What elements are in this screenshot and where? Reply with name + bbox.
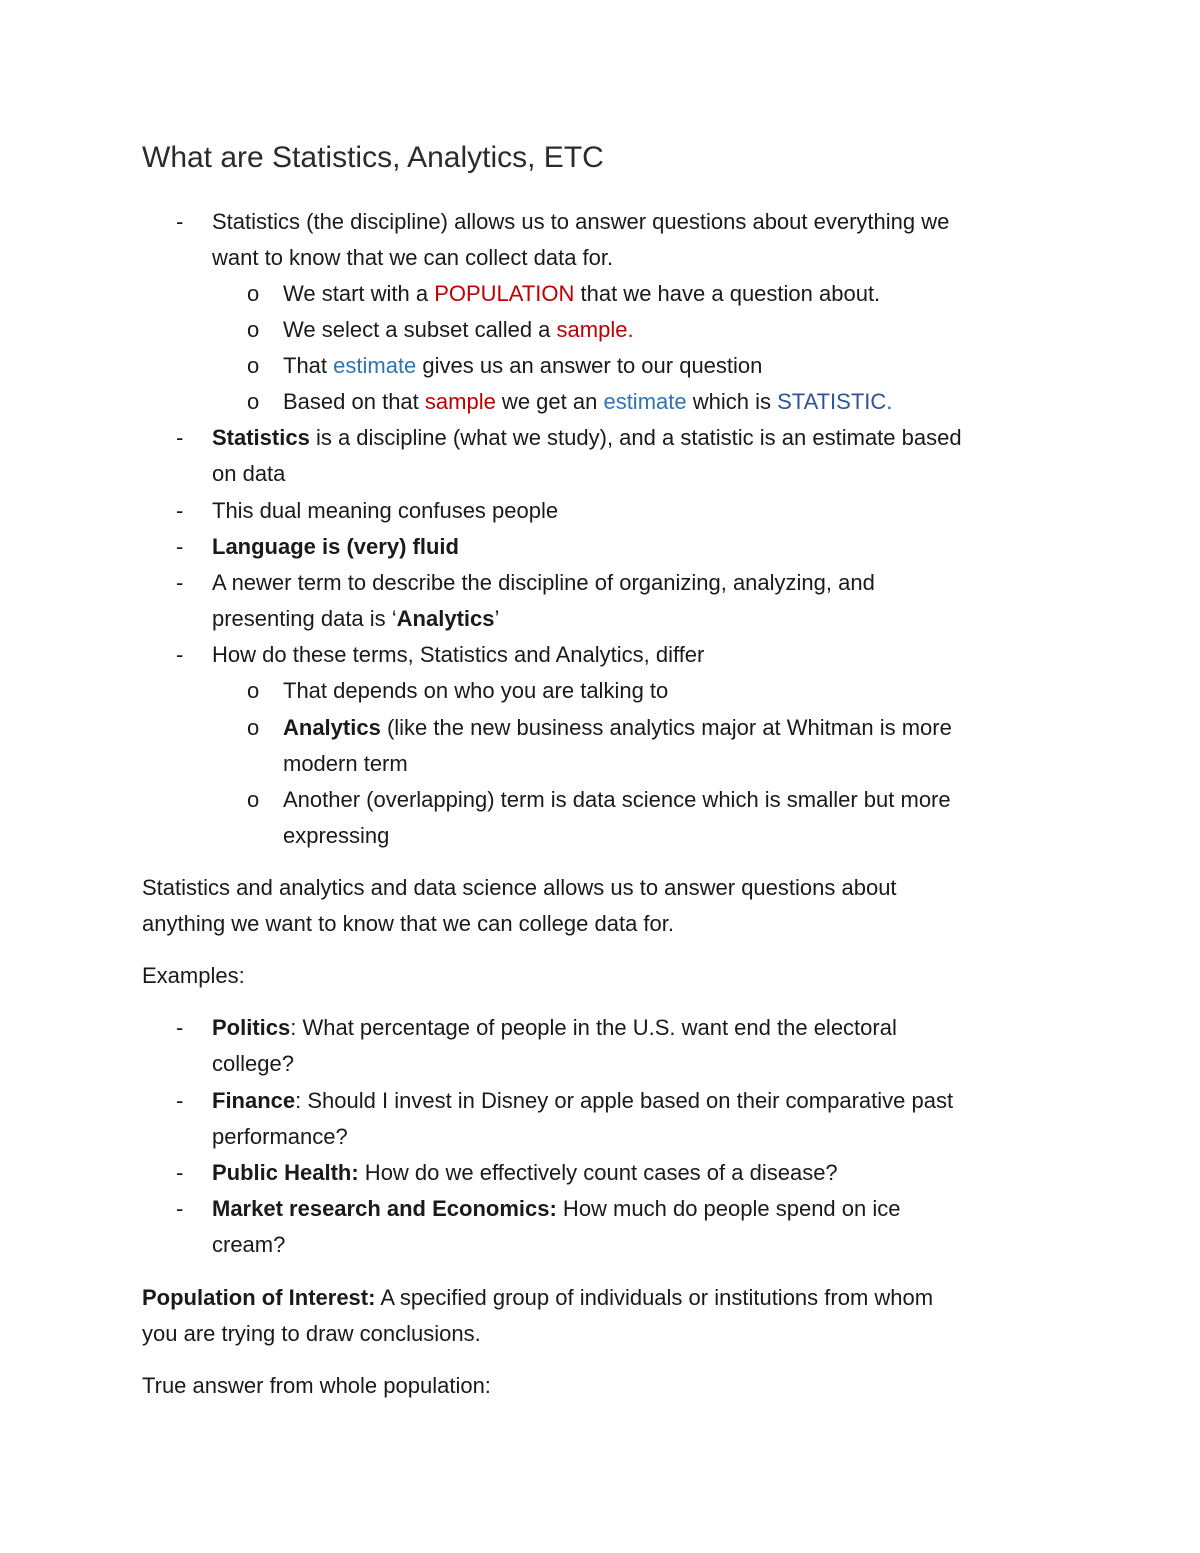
example-finance-cont: performance? [212, 1124, 348, 1149]
list-item-text [212, 420, 962, 456]
definition-population [142, 1280, 933, 1316]
text-span: How much do people spend on ice [556, 1196, 901, 1221]
sub-item-population [283, 276, 880, 312]
bold-term: Population of Interest: [142, 1285, 376, 1310]
dash-marker: - [176, 425, 184, 450]
list-item-text: How do these terms, Statistics and Analytics, differ [212, 642, 705, 667]
bold-term: Analytics [283, 715, 381, 740]
dash-marker: - [176, 1160, 184, 1185]
bold-term: Finance [212, 1088, 296, 1113]
bold-term: Market research and Economics: [212, 1196, 557, 1221]
text-span: We start with a [283, 281, 435, 306]
highlight-estimate: estimate [603, 389, 687, 414]
text-span: we get an [495, 389, 604, 414]
list-item-text: on data [212, 461, 286, 486]
page-title: What are Statistics, Analytics, ETC [142, 141, 604, 174]
highlight-sample: sample. [556, 317, 634, 342]
text-span: ’ [494, 606, 500, 631]
example-politics-cont: college? [212, 1051, 294, 1076]
bold-term: Public Health: [212, 1160, 359, 1185]
examples-heading: Examples: [142, 963, 245, 988]
bullet-marker: o [247, 715, 260, 740]
dash-marker: - [176, 498, 184, 523]
highlight-sample: sample [424, 389, 496, 414]
bullet-marker: o [247, 317, 260, 342]
example-public-health [212, 1155, 838, 1191]
bold-term: Language is (very) fluid [212, 534, 459, 559]
list-item-text: A newer term to describe the discipline of organizing, analyzing, and [212, 570, 875, 595]
list-item-text: Statistics (the discipline) allows us to answer questions about everything we [212, 209, 950, 234]
sub-item-sample [283, 312, 634, 348]
bullet-marker: o [247, 389, 260, 414]
sub-item-text: That depends on who you are talking to [283, 678, 669, 703]
bold-term: Analytics [396, 606, 495, 631]
text-span: which is [686, 389, 778, 414]
text-span: That [283, 353, 334, 378]
dash-marker: - [176, 1088, 184, 1113]
list-item-text: This dual meaning confuses people [212, 498, 559, 523]
true-answer-text: True answer from whole population: [142, 1373, 491, 1398]
bullet-marker: o [247, 281, 260, 306]
bold-term: Politics [212, 1015, 291, 1040]
example-market-research [212, 1191, 900, 1227]
example-market-cont: cream? [212, 1232, 286, 1257]
text-span: Based on that [283, 389, 425, 414]
bullet-marker: o [247, 678, 260, 703]
text-span: : Should I invest in Disney or apple based on their comparative past [295, 1088, 954, 1113]
dash-marker: - [176, 642, 184, 667]
paragraph-text: Statistics and analytics and data science allows us to answer questions about [142, 875, 897, 900]
sub-item-text: modern term [283, 751, 408, 776]
text-span: is a discipline (what we study), and a statistic is an estimate based [309, 425, 962, 450]
list-item-text [212, 529, 459, 565]
sub-item-estimate [283, 348, 762, 384]
text-span: presenting data is ‘ [212, 606, 397, 631]
highlight-statistic: STATISTIC. [777, 389, 893, 414]
list-item-text: want to know that we can collect data for. [212, 245, 614, 270]
text-span: We select a subset called a [283, 317, 557, 342]
sub-item-statistic [283, 384, 892, 420]
sub-item-text: Another (overlapping) term is data science which is smaller but more [283, 787, 951, 812]
definition-population-cont: you are trying to draw conclusions. [142, 1321, 481, 1346]
dash-marker: - [176, 1196, 184, 1221]
highlight-population: POPULATION [434, 281, 575, 306]
dash-marker: - [176, 570, 184, 595]
dash-marker: - [176, 209, 184, 234]
highlight-estimate: estimate [333, 353, 417, 378]
list-item-text [212, 601, 499, 637]
text-span: that we have a question about. [574, 281, 881, 306]
example-politics [212, 1010, 897, 1046]
text-span: : What percentage of people in the U.S. want end the electoral [290, 1015, 897, 1040]
sub-item-text: expressing [283, 823, 390, 848]
text-span: (like the new business analytics major at Whitman is more [380, 715, 952, 740]
bullet-marker: o [247, 787, 260, 812]
bullet-marker: o [247, 353, 260, 378]
dash-marker: - [176, 534, 184, 559]
paragraph-text: anything we want to know that we can college data for. [142, 911, 674, 936]
text-span: gives us an answer to our question [416, 353, 763, 378]
dash-marker: - [176, 1015, 184, 1040]
sub-item-text [283, 710, 952, 746]
text-span: How do we effectively count cases of a disease? [358, 1160, 838, 1185]
example-finance [212, 1083, 953, 1119]
bold-term: Statistics [212, 425, 310, 450]
text-span: A specified group of individuals or institutions from whom [375, 1285, 934, 1310]
